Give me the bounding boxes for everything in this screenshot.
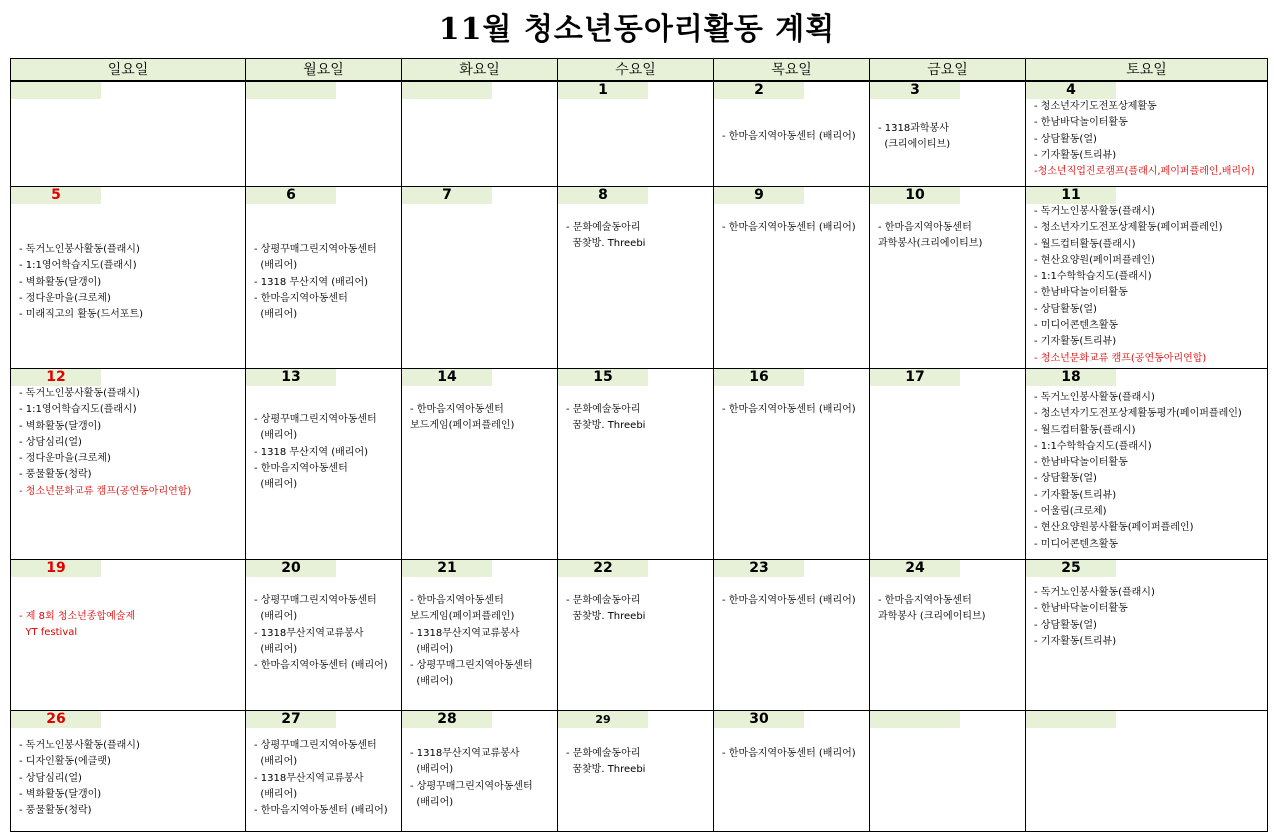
activity-item: - 정다운마을(크로체) <box>19 453 111 465</box>
activity-item: - 상담활동(얼) <box>1034 133 1097 145</box>
activity-item: 꿈찾방. Threebi <box>566 611 646 623</box>
activity-item: - 현산요양원봉사활동(페이퍼플레인) <box>1034 522 1194 534</box>
weekday-header-row <box>11 59 1268 82</box>
activity-item: - 현산요양원(페이퍼플레인) <box>1034 254 1155 266</box>
activity-item: - 1318무산지역교류봉사 <box>410 748 520 759</box>
day-number: 28 <box>402 711 492 728</box>
day-number: 2 <box>714 82 804 99</box>
activity-item: - 상담심리(얼) <box>19 772 82 784</box>
day-cell <box>11 711 246 832</box>
activity-item: - 기자활동(트리뷰) <box>1034 149 1117 161</box>
activity-item: - 한마음지역아동센터 (배리어) <box>722 222 856 233</box>
day-number: 24 <box>870 560 960 577</box>
day-cell <box>246 81 402 187</box>
day-cell <box>1026 711 1268 832</box>
activity-item: - 한마음지역아동센터 <box>410 404 504 415</box>
day-cell <box>714 81 870 187</box>
activity-item: (배리어) <box>410 643 454 655</box>
activity-list <box>246 204 401 323</box>
activity-item: - 상평꾸매그린지역아동센터 <box>254 595 377 606</box>
activity-item: 꿈찾방. Threebi <box>566 764 646 776</box>
day-number: 12 <box>11 369 101 386</box>
weekday-header: 화요일 <box>402 59 558 82</box>
activity-list <box>1026 204 1267 367</box>
activity-item: - 1318무산지역교류봉사 <box>410 627 520 639</box>
day-number <box>402 82 492 99</box>
activity-item: - 독거노인봉사활동(플래시) <box>1034 206 1155 217</box>
activity-item: - 한마음지역아동센터 <box>254 292 348 304</box>
day-cell <box>402 711 558 832</box>
activity-item: (배리어) <box>254 611 298 623</box>
activity-item: (배리어) <box>254 309 298 321</box>
activity-list <box>714 386 869 418</box>
day-number <box>246 82 336 99</box>
activity-item: (배리어) <box>254 643 298 655</box>
activity-item: - 독거노인봉사활동(플래시) <box>19 740 140 751</box>
activity-item: - 풍물활동(청락) <box>19 469 92 481</box>
activity-list <box>714 99 869 145</box>
weekday-header: 일요일 <box>11 59 246 82</box>
activity-item: - 청소년자기도전포상제활동(페이퍼플레인) <box>1034 222 1223 234</box>
activity-item: - 한마음지역아동센터 (배리어) <box>722 595 856 606</box>
activity-list <box>11 386 245 500</box>
activity-item: - 기자활동(트리뷰) <box>1034 336 1117 348</box>
activity-item: - 독거노인봉사활동(플래시) <box>1034 392 1155 403</box>
day-number: 27 <box>246 711 336 728</box>
day-cell <box>870 711 1026 832</box>
day-number: 25 <box>1026 560 1116 577</box>
activity-item: - 상평꾸매그린지역아동센터 <box>254 740 377 751</box>
activity-list <box>246 386 401 493</box>
activity-item: - 미래직고의 활동(드서포트) <box>19 309 144 321</box>
weekday-header: 월요일 <box>246 59 402 82</box>
activity-item: - 상평꾸매그린지역아동센터 <box>254 244 377 255</box>
page-title: 11월 청소년동아리활동 계획 <box>438 12 836 47</box>
activity-item: - 1318 무산지역 (배리어) <box>254 276 369 288</box>
day-number: 13 <box>246 369 336 386</box>
activity-item: -청소년직업진로캠프(플래시,페이퍼플레인,배리어) <box>1034 166 1255 178</box>
activity-item: - 한마음지역아동센터 (배리어) <box>254 805 388 817</box>
activity-item: - 독거노인봉사활동(플래시) <box>19 244 140 255</box>
activity-list <box>402 386 557 435</box>
activity-list <box>558 386 713 435</box>
activity-list <box>714 728 869 762</box>
activity-item: (배리어) <box>254 788 298 800</box>
activity-item: - 어울림(크로체) <box>1034 506 1107 518</box>
calendar-table <box>10 58 1268 832</box>
activity-item: - 디자인활동(에클랫) <box>19 756 111 768</box>
day-cell <box>1026 187 1268 369</box>
day-cell <box>246 711 402 832</box>
day-number: 26 <box>11 711 101 728</box>
activity-item: 과학봉사(크리에이티브) <box>878 238 983 250</box>
activity-item: - 상담활동(얼) <box>1034 473 1097 485</box>
day-cell <box>246 560 402 711</box>
activity-list <box>246 728 401 819</box>
activity-item: 꿈찾방. Threebi <box>566 420 646 432</box>
day-number: 16 <box>714 369 804 386</box>
week-row <box>11 369 1268 560</box>
activity-item: - 1318무산지역교류봉사 <box>254 627 364 639</box>
day-cell <box>402 187 558 369</box>
activity-item: - 청소년문화교류 캠프(공연동아리연합) <box>1034 352 1207 364</box>
day-number: 1 <box>558 82 648 99</box>
weekday-header: 수요일 <box>558 59 714 82</box>
day-cell <box>714 560 870 711</box>
activity-item: - 벽화활동(달갱이) <box>19 276 102 288</box>
activity-list <box>870 99 1025 154</box>
activity-item: 보드게임(페이퍼플레인) <box>410 420 515 432</box>
activity-item: - 벽화활동(달갱이) <box>19 420 102 432</box>
day-cell <box>714 369 870 560</box>
activity-list <box>1026 99 1267 180</box>
activity-item: - 1318무산지역교류봉사 <box>254 772 364 784</box>
day-number: 14 <box>402 369 492 386</box>
day-cell <box>11 81 246 187</box>
activity-item: - 상담심리(얼) <box>19 436 82 448</box>
activity-item: - 한마음지역아동센터 (배리어) <box>254 660 388 672</box>
day-number: 11 <box>1026 187 1116 204</box>
activity-list <box>402 577 557 691</box>
day-cell <box>558 81 714 187</box>
day-cell <box>558 187 714 369</box>
activity-item: - 한남바닥놀이터활동 <box>1034 117 1128 129</box>
day-number: 8 <box>558 187 648 204</box>
weekday-header: 목요일 <box>714 59 870 82</box>
day-cell <box>558 711 714 832</box>
activity-item: (배리어) <box>410 764 454 776</box>
day-cell <box>246 187 402 369</box>
activity-item: - 정다운마을(크로체) <box>19 292 111 304</box>
day-number: 19 <box>11 560 101 577</box>
activity-item: 꿈찾방. Threebi <box>566 238 646 250</box>
activity-item: - 상담활동(얼) <box>1034 619 1097 631</box>
activity-item: - 한마음지역아동센터 (배리어) <box>722 748 856 759</box>
day-number: 4 <box>1026 82 1116 99</box>
week-row <box>11 81 1268 187</box>
activity-item: - 독거노인봉사활동(플래시) <box>19 388 140 399</box>
day-cell <box>714 187 870 369</box>
day-cell <box>558 560 714 711</box>
week-row <box>11 711 1268 832</box>
activity-item: - 문화예술동아리 <box>566 595 641 606</box>
day-cell <box>11 187 246 369</box>
day-cell <box>402 560 558 711</box>
day-number: 6 <box>246 187 336 204</box>
day-cell <box>870 187 1026 369</box>
day-number <box>11 82 101 99</box>
day-cell <box>558 369 714 560</box>
day-cell <box>11 560 246 711</box>
activity-item: - 미디어콘텐츠활동 <box>1034 320 1119 332</box>
day-number: 22 <box>558 560 648 577</box>
activity-item: (크리에이티브) <box>878 139 951 151</box>
activity-item: - 독거노인봉사활동(플래시) <box>1034 587 1155 598</box>
day-cell <box>246 369 402 560</box>
day-number: 20 <box>246 560 336 577</box>
activity-item: - 청소년문화교류 캠프(공연동아리연합) <box>19 485 192 497</box>
activity-list <box>558 577 713 626</box>
activity-item: - 상담활동(얼) <box>1034 303 1097 315</box>
day-number: 15 <box>558 369 648 386</box>
day-number: 10 <box>870 187 960 204</box>
activity-item: - 청소년자기도전포상제활동 <box>1034 101 1157 112</box>
activity-list <box>558 204 713 253</box>
day-number: 9 <box>714 187 804 204</box>
activity-item: - 한마음지역아동센터 <box>254 462 348 474</box>
activity-item: - 한마음지역아동센터 <box>410 595 504 606</box>
activity-list <box>402 728 557 811</box>
activity-item: - 한마음지역아동센터 <box>878 222 972 233</box>
activity-item: - 1:1영어학습지도(플래시) <box>19 260 137 272</box>
day-number: 5 <box>11 187 101 204</box>
activity-item: - 한남바닥놀이터활동 <box>1034 603 1128 615</box>
day-number: 21 <box>402 560 492 577</box>
activity-item: - 1:1수학학습지도(플래시) <box>1034 440 1152 452</box>
activity-list <box>246 577 401 674</box>
activity-list <box>11 728 245 819</box>
activity-list <box>1026 386 1267 553</box>
activity-item: - 풍물활동(청락) <box>19 805 92 817</box>
activity-item: - 1318 무산지역 (배리어) <box>254 446 369 458</box>
activity-item: - 상평꾸매그린지역아동센터 <box>410 660 533 672</box>
day-cell <box>402 369 558 560</box>
activity-item: 보드게임(페이퍼플레인) <box>410 611 515 623</box>
activity-item: - 벽화활동(달갱이) <box>19 788 102 800</box>
activity-item: 과학봉사 (크리에이티브) <box>878 611 986 623</box>
day-number <box>1026 711 1116 728</box>
activity-list <box>1026 577 1267 650</box>
day-number <box>870 711 960 728</box>
day-number: 3 <box>870 82 960 99</box>
day-cell <box>11 369 246 560</box>
activity-item: - 기자활동(트리뷰) <box>1034 635 1117 647</box>
activity-item: - 문화예술동아리 <box>566 404 641 415</box>
day-number: 23 <box>714 560 804 577</box>
activity-item: - 한마음지역아동센터 (배리어) <box>722 131 856 142</box>
activity-list <box>11 577 245 642</box>
day-cell <box>1026 560 1268 711</box>
activity-item: - 월드컵터활동(플래시) <box>1034 238 1136 250</box>
day-cell <box>870 81 1026 187</box>
activity-item: (배리어) <box>254 756 298 768</box>
activity-item: (배리어) <box>410 676 454 688</box>
day-cell <box>870 560 1026 711</box>
activity-item: - 상평꾸매그린지역아동센터 <box>254 414 377 425</box>
activity-item: - 한남바닥놀이터활동 <box>1034 457 1128 469</box>
activity-item: - 1318과학봉사 <box>878 123 949 134</box>
activity-item: - 문화예술동아리 <box>566 222 641 233</box>
activity-item: - 1:1영어학습지도(플래시) <box>19 404 137 416</box>
day-cell <box>1026 369 1268 560</box>
day-number: 30 <box>714 711 804 728</box>
activity-item: - 청소년자기도전포상제활동평가(페이퍼플레인) <box>1034 408 1242 420</box>
activity-item: - 제 8회 청소년종합예술제 <box>19 611 136 622</box>
activity-item: - 상평꾸매그린지역아동센터 <box>410 780 533 792</box>
activity-item: - 1:1수학학습지도(플래시) <box>1034 271 1152 283</box>
activity-list <box>714 204 869 236</box>
activity-item: - 문화예술동아리 <box>566 748 641 759</box>
activity-item: (배리어) <box>254 430 298 442</box>
day-number: 7 <box>402 187 492 204</box>
activity-item: - 기자활동(트리뷰) <box>1034 489 1117 501</box>
day-cell <box>714 711 870 832</box>
day-number: 18 <box>1026 369 1116 386</box>
weekday-header: 금요일 <box>870 59 1026 82</box>
activity-item: - 월드컵터활동(플래시) <box>1034 424 1136 436</box>
activity-item: - 한마음지역아동센터 <box>878 595 972 606</box>
activity-list <box>870 577 1025 626</box>
day-cell <box>870 369 1026 560</box>
activity-item: (배리어) <box>254 260 298 272</box>
activity-item: - 한남바닥놀이터활동 <box>1034 287 1128 299</box>
day-number: 29 <box>558 711 648 728</box>
activity-item: YT festival <box>19 627 78 639</box>
week-row <box>11 560 1268 711</box>
activity-list <box>870 204 1025 253</box>
week-row <box>11 187 1268 369</box>
day-cell <box>402 81 558 187</box>
activity-list <box>11 204 245 323</box>
day-cell <box>1026 81 1268 187</box>
activity-item: - 미디어콘텐츠활동 <box>1034 538 1119 550</box>
weekday-header: 토요일 <box>1026 59 1268 82</box>
activity-item: (배리어) <box>410 796 454 808</box>
day-number: 17 <box>870 369 960 386</box>
activity-list <box>558 728 713 779</box>
activity-list <box>714 577 869 609</box>
activity-item: - 한마음지역아동센터 (배리어) <box>722 404 856 415</box>
activity-item: (배리어) <box>254 479 298 491</box>
